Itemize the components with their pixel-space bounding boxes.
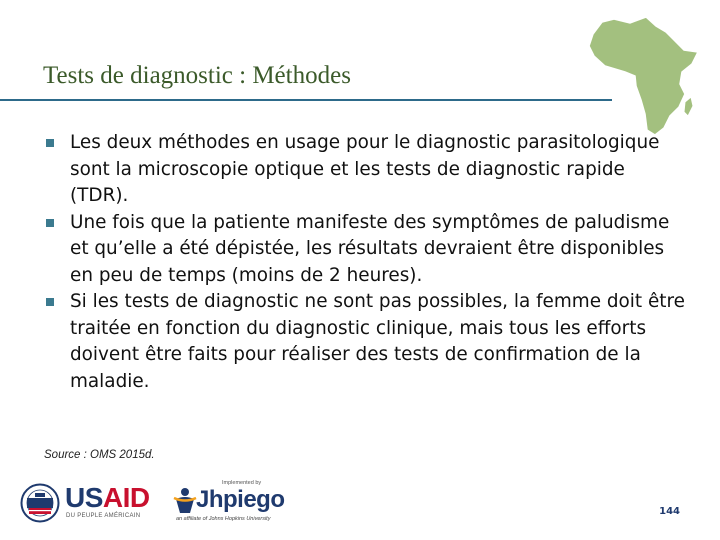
bullet-item bbox=[44, 210, 689, 290]
usaid-tagline: DU PEUPLE AMÉRICAIN bbox=[66, 513, 141, 519]
jhpiego-figure-icon bbox=[173, 487, 197, 515]
jhpiego-tagline: an affiliate of Johns Hopkins University bbox=[176, 516, 271, 522]
usaid-wordmark-aid: AID bbox=[102, 482, 150, 513]
bullet-text: Si les tests de diagnostic ne sont pas possibles, la femme doit être traitée en fonction du diagnostic clinique, mais tous les efforts doivent être faits pour réaliser des tests de confirmation de la maladie. bbox=[70, 291, 685, 392]
jhpiego-wordmark: Jhpiego bbox=[196, 486, 285, 513]
square-bullet-icon bbox=[46, 298, 54, 306]
page-number: 144 bbox=[659, 506, 680, 517]
bullet-text: Une fois que la patiente manifeste des symptômes de paludisme et qu’elle a été dépistée, les résultats devraient être disponibles en peu de temps (moins de 2 heures). bbox=[70, 211, 670, 286]
bullet-item bbox=[44, 130, 689, 210]
bullet-list bbox=[44, 130, 689, 395]
bullet-text: Les deux méthodes en usage pour le diagnostic parasitologique sont la microscopie optique et les tests de diagnostic rapide (TDR). bbox=[70, 132, 660, 206]
title-divider bbox=[0, 99, 612, 101]
usaid-wordmark bbox=[65, 484, 150, 512]
africa-map-icon bbox=[584, 14, 706, 139]
jhpiego-implemented-by: Implemented by bbox=[222, 480, 262, 486]
square-bullet-icon bbox=[46, 219, 54, 227]
usaid-wordmark-us: US bbox=[65, 482, 103, 513]
source-citation: Source : OMS 2015d. bbox=[44, 449, 155, 461]
bullet-item bbox=[44, 289, 689, 395]
square-bullet-icon bbox=[46, 139, 54, 147]
usaid-seal-icon bbox=[20, 483, 60, 523]
slide-title: Tests de diagnostic : Méthodes bbox=[43, 62, 351, 89]
